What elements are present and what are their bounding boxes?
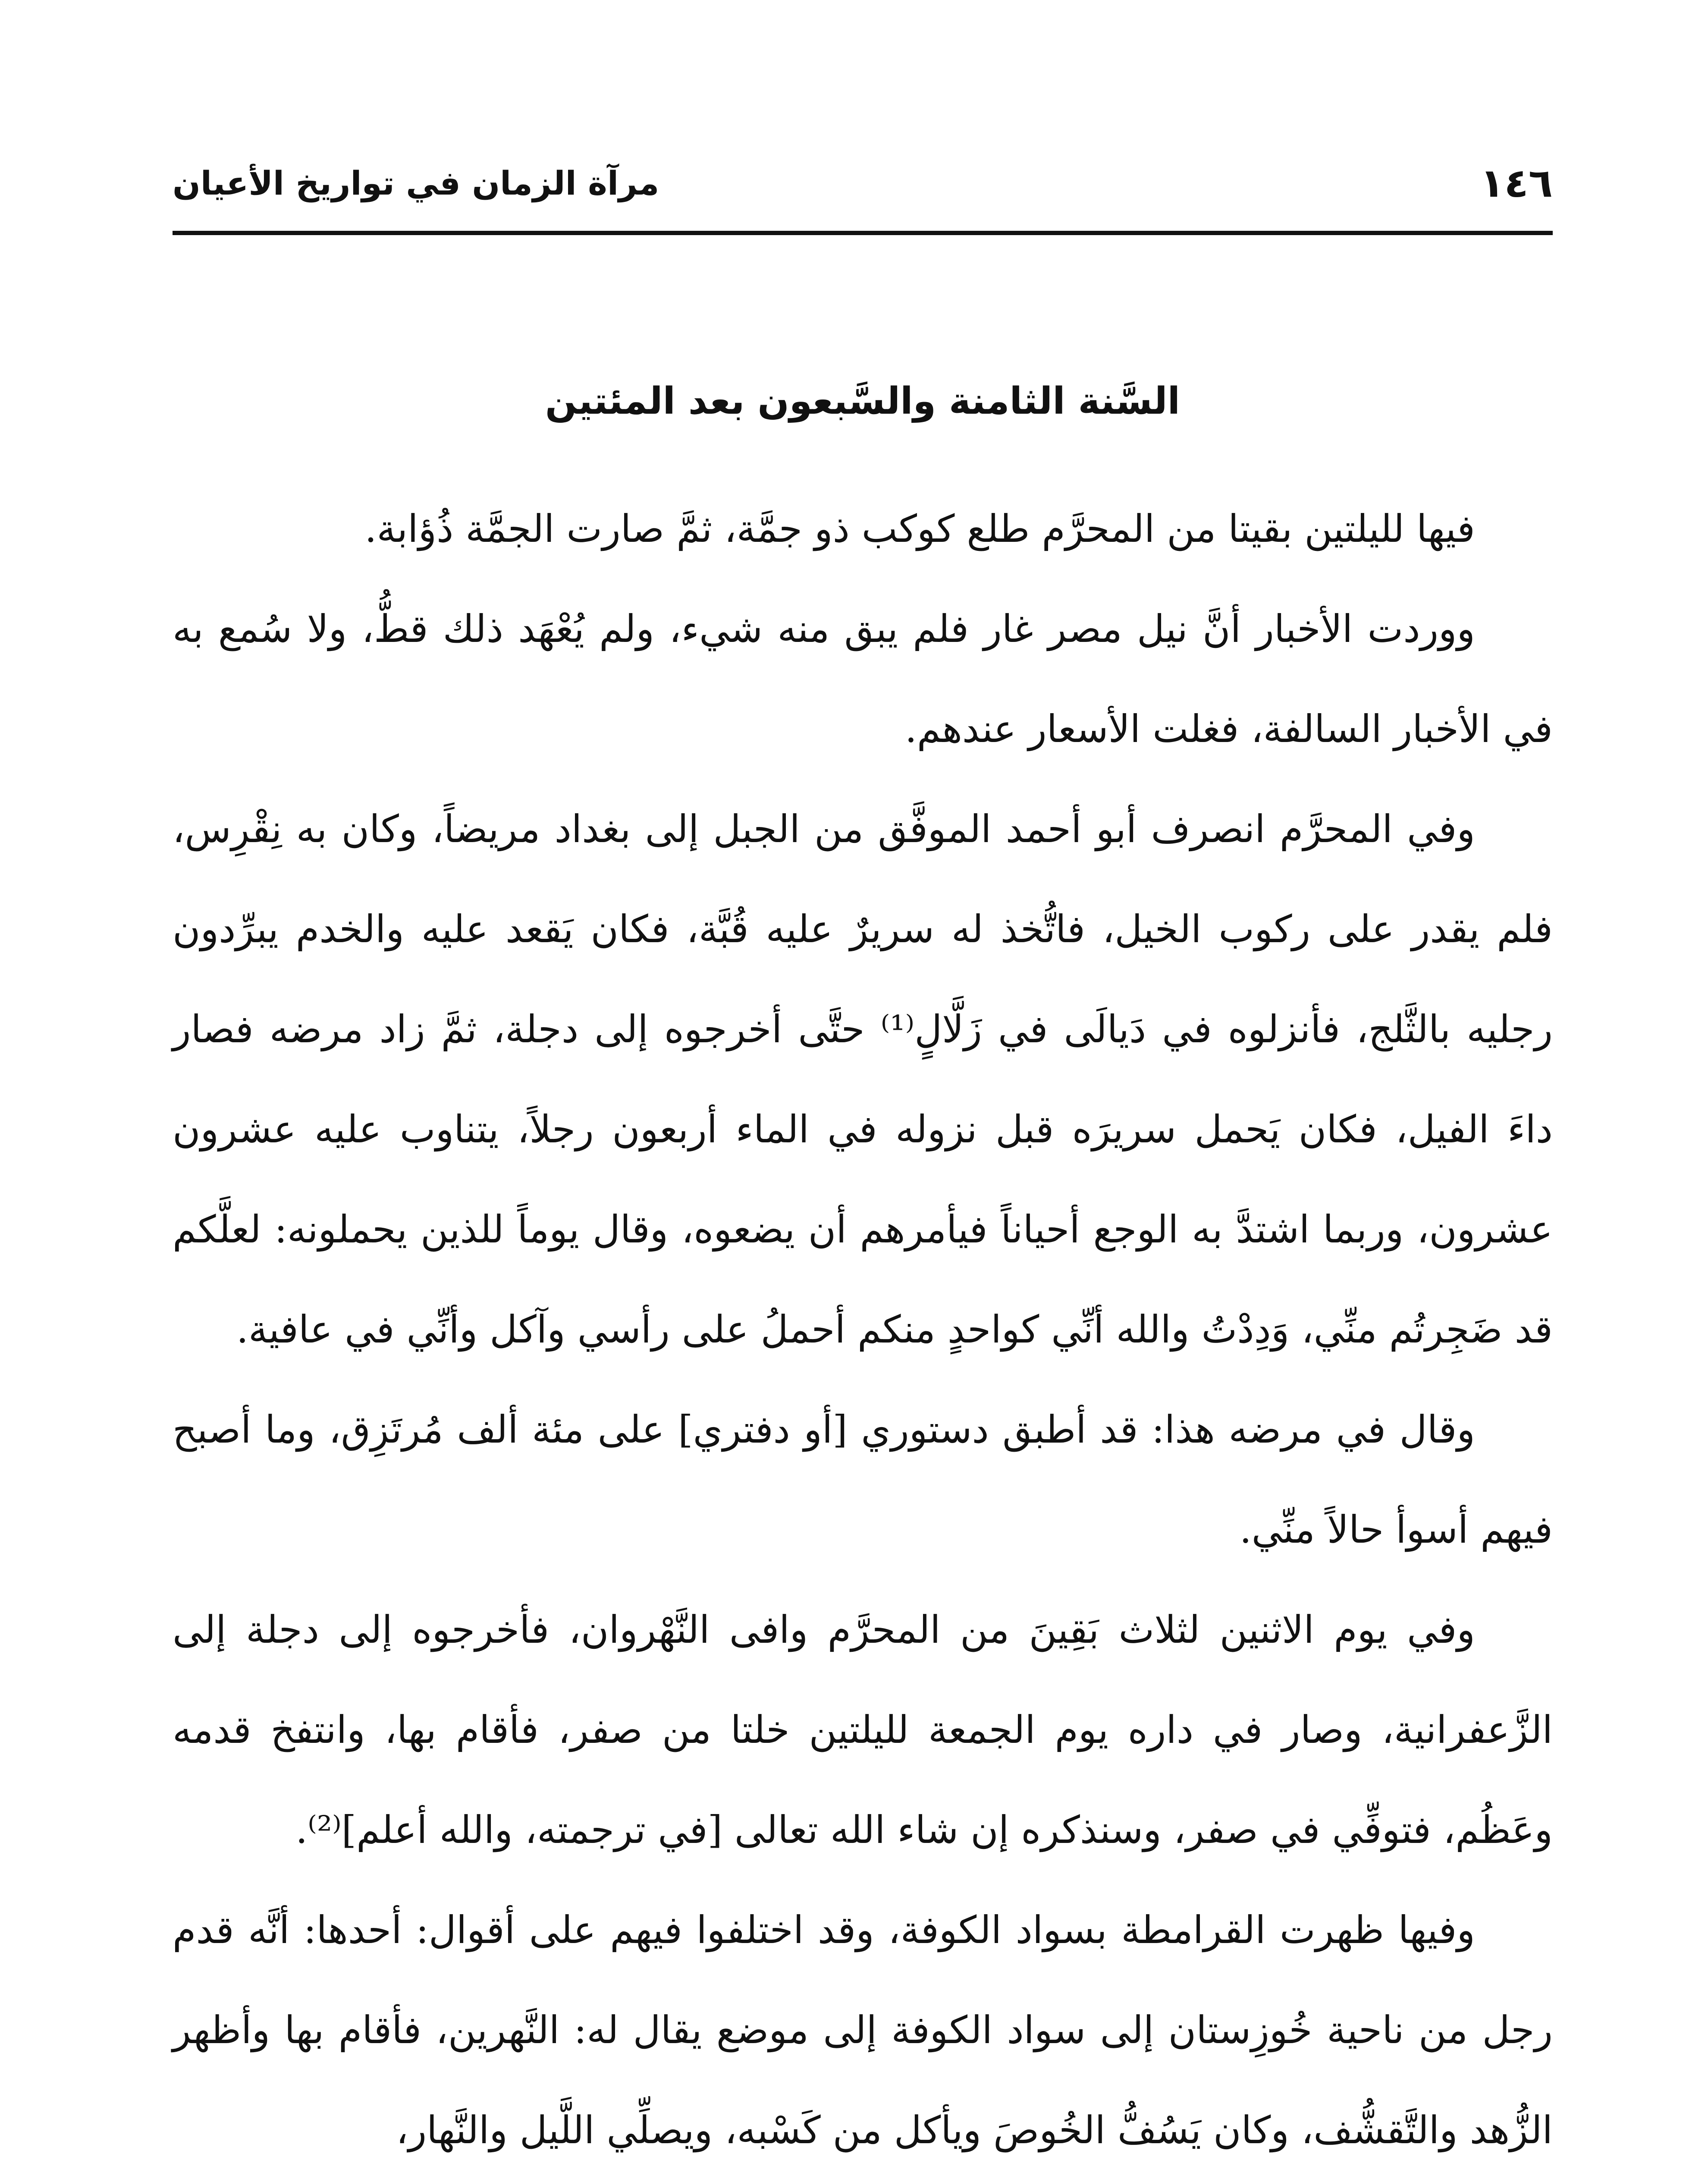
paragraph: وفي يوم الاثنين لثلاث بَقِينَ من المحرَّم وافى النَّهْروان، فأخرجوه إلى دجلة إلى الزَّعفرانية، وصار في داره يوم الجمعة لليلتين خلتا من صفر، فأقام بها، وانتفخ قدمه وعَظُم، فتوفِّي في صفر، وسنذكره إن شاء الله تعالى [في ترجمته، والله أعلم]⁽²⁾.: [173, 1607, 1553, 1852]
running-header: [173, 147, 1553, 233]
header-divider: [173, 231, 1553, 235]
body-text: [173, 479, 1553, 2157]
paragraph: ووردت الأخبار أنَّ نيل مصر غار فلم يبق منه شيء، ولم يُعْهَد ذلك قطُّ، ولا سُمع به في الأخبار السالفة، فغلت الأسعار عندهم.: [173, 607, 1553, 751]
paragraph: وقال في مرضه هذا: قد أطبق دستوري [أو دفتري] على مئة ألف مُرتَزِق، وما أصبح فيهم أسوأ حالاً منِّي.: [173, 1407, 1553, 1552]
book-title: مرآة الزمان في تواريخ الأعيان: [173, 164, 659, 202]
paragraph: وفي المحرَّم انصرف أبو أحمد الموفَّق من الجبل إلى بغداد مريضاً، وكان به نِقْرِس، فلم يقدر على ركوب الخيل، فاتُّخذ له سريرٌ عليه قُبَّة، فكان يَقعد عليه والخدم يبرِّدون رجليه بالثَّلج، فأنزلوه في دَيالَى في زَلَّالٍ⁽¹⁾ حتَّى أخرجوه إلى دجلة، ثمَّ زاد مرضه فصار داءَ الفيل، فكان يَحمل سريرَه قبل نزوله في الماء أربعون رجلاً، يتناوب عليه عشرون عشرون، وربما اشتدَّ به الوجع أحياناً فيأمرهم أن يضعوه، وقال يوماً للذين يحملونه: لعلَّكم قد ضَجِرتُم منِّي، وَدِدْتُ والله أنِّي كواحدٍ منكم أحملُ على رأسي وآكل وأنِّي في عافية.: [173, 807, 1553, 1352]
page-number: ١٤٦: [1480, 160, 1553, 206]
paragraph: وفيها ظهرت القرامطة بسواد الكوفة، وقد اختلفوا فيهم على أقوال: أحدها: أنَّه قدم رجل من ناحية خُوزِستان إلى سواد الكوفة إلى موضع يقال له: النَّهرين، فأقام بها وأظهر الزُّهد والتَّقشُّف، وكان يَسُفُّ الخُوصَ ويأكل من كَسْبه، ويصلِّي اللَّيل والنَّهار،: [173, 1908, 1553, 2152]
section-heading: السَّنة الثامنة والسَّبعون بعد المئتين: [545, 380, 1181, 423]
paragraph: فيها لليلتين بقيتا من المحرَّم طلع كوكب ذو جمَّة، ثمَّ صارت الجمَّة ذُؤابة.: [364, 506, 1475, 551]
